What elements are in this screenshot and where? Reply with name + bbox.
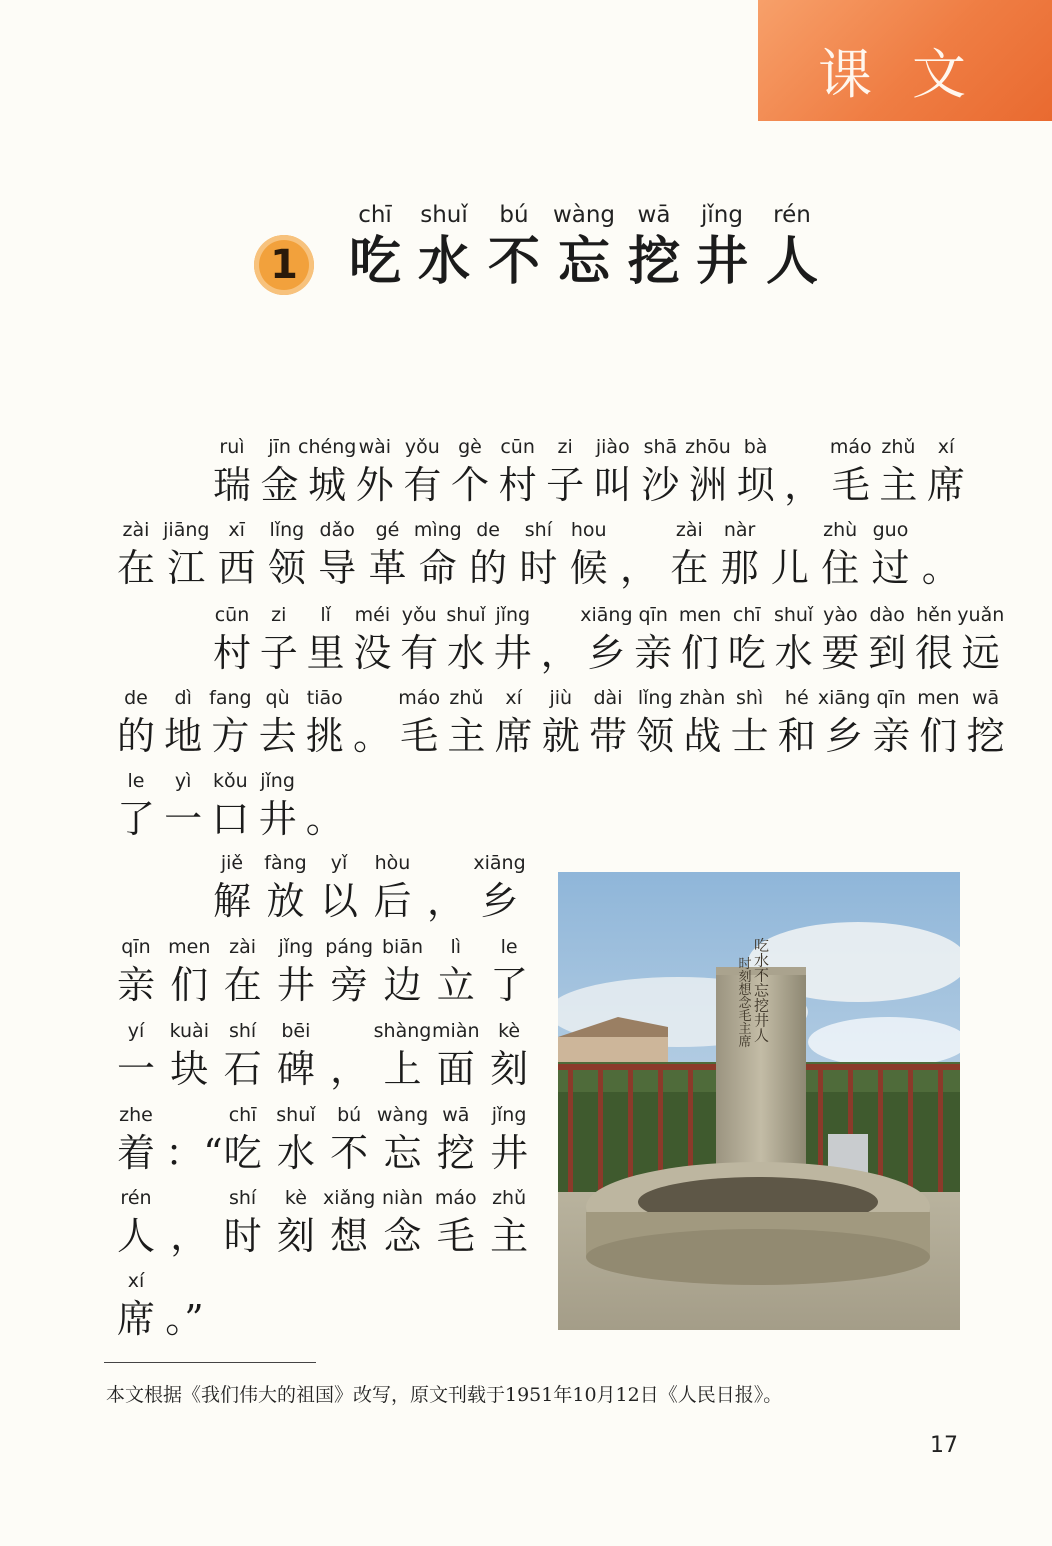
text-pinyin: qīn [876, 687, 906, 709]
text-character: 去 [258, 714, 297, 758]
lesson-number-badge: 1 [254, 235, 314, 295]
text-character: 井 [276, 963, 315, 1007]
text-pinyin: máo [398, 687, 441, 709]
text-character: 战 [683, 714, 722, 758]
text-character: 水 [446, 631, 485, 675]
text-character: 命 [418, 546, 457, 590]
text-character: 上 [383, 1047, 422, 1091]
title-pinyin: rén [773, 202, 811, 228]
text-pinyin: shuǐ [276, 1104, 316, 1126]
text-character: 。 [921, 546, 960, 590]
text-character: 亲 [634, 631, 673, 675]
text-character: 放 [266, 879, 305, 923]
text-character: 立 [436, 963, 475, 1007]
text-pinyin: chéng [298, 436, 357, 458]
text-character: 井 [258, 797, 297, 841]
text-character: 叫 [593, 463, 632, 507]
text-pinyin: de [476, 519, 500, 541]
text-pinyin: máo [434, 1187, 477, 1209]
text-character: 个 [450, 463, 489, 507]
text-pinyin: zhǔ [881, 436, 916, 458]
text-character: 金 [260, 463, 299, 507]
text-character: 外 [355, 463, 394, 507]
footnote-divider [104, 1362, 316, 1363]
well-photo [558, 872, 960, 1330]
text-pinyin: dì [174, 687, 192, 709]
text-pinyin: dǎo [319, 519, 355, 541]
text-character: 席 [926, 463, 965, 507]
text-character: 在 [223, 963, 262, 1007]
text-pinyin: wā [442, 1104, 470, 1126]
text-pinyin: rén [120, 1187, 152, 1209]
text-character: 毛 [436, 1214, 475, 1258]
text-pinyin: hòu [374, 852, 411, 874]
text-character: 的 [469, 546, 508, 590]
text-pinyin: zhàn [679, 687, 726, 709]
text-pinyin: yào [823, 604, 858, 626]
text-pinyin: kǒu [213, 770, 248, 792]
well-monument-image [558, 872, 960, 1330]
text-pinyin: fang [209, 687, 252, 709]
text-character: ， [784, 463, 823, 507]
text-pinyin: niàn [381, 1187, 423, 1209]
text-pinyin: kè [284, 1187, 307, 1209]
text-pinyin: tiāo [306, 687, 343, 709]
text-pinyin: zhe [119, 1104, 153, 1126]
text-character: 的 [116, 714, 155, 758]
text-pinyin: hé [784, 687, 809, 709]
text-pinyin: shuǐ [446, 604, 486, 626]
text-character: 口 [211, 797, 250, 841]
text-character: 革 [368, 546, 407, 590]
text-character: 后 [373, 879, 412, 923]
text-pinyin: shí [228, 1020, 257, 1042]
text-character: 乡 [480, 879, 519, 923]
text-pinyin: jǐng [495, 604, 531, 626]
text-character: 乡 [587, 631, 626, 675]
text-character: 亲 [116, 963, 155, 1007]
text-pinyin: xiāng [580, 604, 633, 626]
text-pinyin: mìng [413, 519, 462, 541]
text-character: ， [170, 1214, 209, 1258]
text-character: 一 [164, 797, 203, 841]
text-character: 儿 [770, 546, 809, 590]
text-pinyin: hěn [916, 604, 952, 626]
text-pinyin: bà [743, 436, 768, 458]
text-character: 很 [914, 631, 953, 675]
text-pinyin: chī [228, 1104, 257, 1126]
text-character: 领 [636, 714, 675, 758]
text-pinyin: zài [675, 519, 703, 541]
text-pinyin: gè [458, 436, 482, 458]
text-character: ， [540, 631, 579, 675]
text-pinyin: yǒu [401, 604, 437, 626]
text-pinyin: zhù [823, 519, 858, 541]
text-character: 沙 [641, 463, 680, 507]
text-character: 主 [447, 714, 486, 758]
text-pinyin: xí [127, 1270, 145, 1292]
text-character: 村 [498, 463, 537, 507]
text-pinyin: shā [643, 436, 678, 458]
text-pinyin: miàn [432, 1020, 480, 1042]
text-pinyin: men [678, 604, 722, 626]
text-character: 候 [569, 546, 608, 590]
text-character: 住 [821, 546, 860, 590]
text-character: 时 [223, 1214, 262, 1258]
text-character: ， [619, 546, 658, 590]
text-pinyin: cūn [500, 436, 535, 458]
text-character: 有 [400, 631, 439, 675]
text-pinyin: bēi [281, 1020, 311, 1042]
title-character: 挖 [627, 231, 680, 292]
text-character: 块 [170, 1047, 209, 1091]
text-pinyin: jiāng [163, 519, 210, 541]
text-character: 坝 [736, 463, 775, 507]
text-character: 过 [871, 546, 910, 590]
text-pinyin: shàng [373, 1020, 432, 1042]
text-character: 领 [267, 546, 306, 590]
text-pinyin: xí [937, 436, 955, 458]
text-character: 村 [212, 631, 251, 675]
text-pinyin: wàng [376, 1104, 429, 1126]
text-pinyin: fàng [264, 852, 307, 874]
text-pinyin: qīn [121, 936, 151, 958]
text-character: 一 [116, 1047, 155, 1091]
text-character: 就 [541, 714, 580, 758]
text-character: 主 [490, 1214, 529, 1258]
text-pinyin: xí [505, 687, 522, 709]
text-character: 子 [546, 463, 585, 507]
text-pinyin: shuǐ [773, 604, 814, 626]
text-pinyin: qīn [638, 604, 668, 626]
text-character: 刻 [276, 1214, 315, 1258]
text-character: 没 [353, 631, 392, 675]
text-character: 以 [319, 879, 358, 923]
title-pinyin: shuǐ [420, 202, 468, 228]
text-character: 乡 [824, 714, 863, 758]
text-character: 着 [116, 1131, 155, 1175]
title-pinyin: chī [358, 202, 392, 228]
text-pinyin: jiě [220, 852, 244, 874]
text-character: 洲 [688, 463, 727, 507]
text-character: 有 [403, 463, 442, 507]
text-pinyin: zhǔ [492, 1187, 527, 1209]
title-character: 不 [487, 231, 540, 292]
text-pinyin: kuài [169, 1020, 209, 1042]
page-number: 17 [930, 1433, 958, 1458]
text-character: 想 [330, 1214, 369, 1258]
text-pinyin: ruì [219, 436, 245, 458]
text-pinyin: dài [593, 687, 623, 709]
text-character: 吃 [223, 1131, 262, 1175]
text-pinyin: páng [325, 936, 374, 958]
text-pinyin: biān [381, 936, 424, 958]
text-pinyin: le [500, 936, 518, 958]
text-character: 水 [276, 1131, 315, 1175]
text-character: 瑞 [212, 463, 251, 507]
text-character: 吃 [727, 631, 766, 675]
text-character: 带 [588, 714, 627, 758]
text-pinyin: gé [375, 519, 400, 541]
text-pinyin: yuǎn [957, 604, 1005, 626]
text-character: 城 [308, 463, 347, 507]
text-pinyin: yí [127, 1020, 145, 1042]
text-character: ：“ [165, 1131, 223, 1175]
text-character: 面 [436, 1047, 475, 1091]
title-pinyin: jǐng [701, 202, 743, 228]
text-character: 要 [821, 631, 860, 675]
text-character: ， [330, 1047, 369, 1091]
text-pinyin: jǐng [260, 770, 295, 792]
text-pinyin: xiāng [473, 852, 526, 874]
text-character: 挖 [966, 714, 1005, 758]
text-pinyin: nàr [723, 519, 756, 541]
text-pinyin: wài [358, 436, 392, 458]
stele-inscription-1: 吃水不忘挖井人 [752, 937, 770, 1043]
text-pinyin: jīn [268, 436, 291, 458]
text-character: 旁 [330, 963, 369, 1007]
text-character: 了 [116, 797, 155, 841]
text-pinyin: kè [498, 1020, 521, 1042]
text-character: 人 [116, 1214, 155, 1258]
text-pinyin: lǐng [269, 519, 305, 541]
text-pinyin: máo [829, 436, 872, 458]
text-character: 子 [259, 631, 298, 675]
text-character: 在 [670, 546, 709, 590]
title-character: 人 [765, 231, 818, 292]
text-pinyin: hou [570, 519, 607, 541]
stele-inscription-2: 时刻想念毛主席 [735, 956, 751, 1048]
text-pinyin: guo [872, 519, 909, 541]
title-character: 吃 [348, 231, 401, 292]
text-character: 在 [116, 546, 155, 590]
text-character: 到 [868, 631, 907, 675]
text-character: 席 [116, 1297, 155, 1341]
text-pinyin: men [168, 936, 211, 958]
text-pinyin: jǐng [491, 1104, 527, 1126]
text-character: 方 [211, 714, 250, 758]
text-character: 们 [680, 631, 719, 675]
text-character: 们 [919, 714, 958, 758]
text-pinyin: xiāng [817, 687, 871, 709]
text-character: 石 [223, 1047, 262, 1091]
text-character: 西 [217, 546, 256, 590]
text-character: 士 [730, 714, 769, 758]
text-character: 和 [777, 714, 816, 758]
text-pinyin: jiào [595, 436, 630, 458]
text-character: 席 [494, 714, 533, 758]
text-pinyin: shí [228, 1187, 257, 1209]
title-pinyin: wàng [552, 202, 616, 228]
text-pinyin: chī [732, 604, 761, 626]
text-pinyin: zhǔ [449, 687, 484, 709]
text-pinyin: xī [228, 519, 245, 541]
text-character: 那 [720, 546, 759, 590]
text-character: 边 [383, 963, 422, 1007]
text-pinyin: zài [229, 936, 257, 958]
text-character: 毛 [400, 714, 439, 758]
text-character: 水 [774, 631, 813, 675]
text-character: 碑 [276, 1047, 315, 1091]
text-pinyin: cūn [214, 604, 250, 626]
text-character: 导 [318, 546, 357, 590]
text-character: 挑 [305, 714, 344, 758]
text-character: 时 [519, 546, 558, 590]
title-pinyin: bú [499, 202, 529, 228]
text-pinyin: shì [735, 687, 764, 709]
text-character: 远 [961, 631, 1000, 675]
text-character: 了 [490, 963, 529, 1007]
text-pinyin: méi [354, 604, 391, 626]
title-character: 井 [695, 231, 748, 292]
footnote: 本文根据《我们伟大的祖国》改写，原文刊载于1951年10月12日《人民日报》。 [106, 1384, 783, 1406]
text-pinyin: xiǎng [323, 1187, 376, 1209]
text-character: 挖 [436, 1131, 475, 1175]
title-character: 忘 [557, 231, 610, 292]
text-character: 主 [879, 463, 918, 507]
text-character: 。 [305, 797, 344, 841]
text-pinyin: lì [450, 936, 462, 958]
text-pinyin: jiù [549, 687, 573, 709]
text-character: 井 [493, 631, 532, 675]
text-pinyin: zài [122, 519, 150, 541]
text-pinyin: zi [271, 604, 287, 626]
text-character: 江 [167, 546, 206, 590]
text-pinyin: wā [972, 687, 1000, 709]
text-character: 里 [306, 631, 345, 675]
text-character: 。” [165, 1297, 204, 1341]
text-pinyin: dào [869, 604, 905, 626]
text-character: 地 [164, 714, 203, 758]
text-pinyin: yǐ [330, 852, 348, 874]
text-character: 们 [170, 963, 209, 1007]
text-character: 。 [352, 714, 391, 758]
title-pinyin: wā [637, 202, 671, 228]
text-character: 刻 [490, 1047, 529, 1091]
text-character: 亲 [872, 714, 911, 758]
text-pinyin: yì [174, 770, 192, 792]
text-character: 井 [490, 1131, 529, 1175]
text-character: 念 [383, 1214, 422, 1258]
title-character: 水 [417, 231, 470, 292]
text-pinyin: shí [524, 519, 552, 541]
text-pinyin: jǐng [278, 936, 314, 958]
text-pinyin: men [917, 687, 960, 709]
text-pinyin: le [127, 770, 145, 792]
text-pinyin: lǐ [320, 604, 331, 626]
text-character: 毛 [831, 463, 870, 507]
text-character: 不 [330, 1131, 369, 1175]
text-character: 解 [212, 879, 251, 923]
text-pinyin: zhōu [685, 436, 731, 458]
text-character: ， [426, 879, 465, 923]
text-pinyin: bú [337, 1104, 362, 1126]
text-pinyin: zi [557, 436, 573, 458]
section-label: 课文 [818, 43, 1006, 106]
text-character: 忘 [383, 1131, 422, 1175]
text-pinyin: qù [265, 687, 290, 709]
text-pinyin: yǒu [404, 436, 440, 458]
text-pinyin: lǐng [637, 687, 673, 709]
text-pinyin: de [124, 687, 148, 709]
